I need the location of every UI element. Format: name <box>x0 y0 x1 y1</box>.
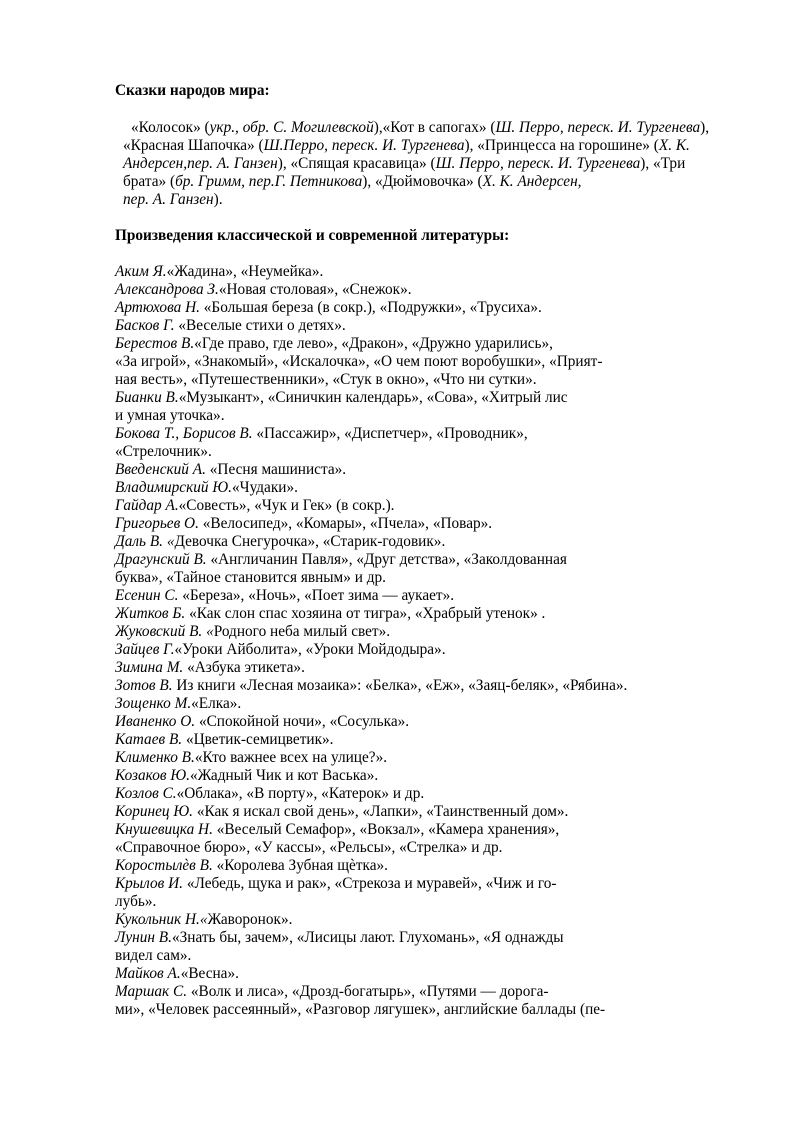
text-segment: «Пассажир», «Диспетчер», «Проводник», <box>252 425 528 442</box>
literature-entry-line <box>115 875 760 893</box>
folk-tales-paragraph <box>115 119 760 209</box>
text-segment: «Справочное бюро», «У кассы», «Рельсы», «Стрелка» и др. <box>115 839 503 856</box>
text-segment: «Музыкант», «Синичкин календарь», «Сова», «Хитрый лис <box>178 389 568 406</box>
text-segment: «Королева Зубная щѐтка». <box>212 857 388 874</box>
italic-text: Коринец Ю. <box>115 803 193 820</box>
text-segment: «Веселый Семафор», «Вокзал», «Камера хранения», <box>212 821 560 838</box>
literature-entry-line <box>115 749 760 767</box>
literature-entry-line <box>115 281 760 299</box>
text-segment: «Где право, где лево», «Дракон», «Дружно ударились», <box>194 335 554 352</box>
text-segment: ), <box>700 119 710 136</box>
literature-entry-line <box>115 533 760 551</box>
text-segment: «Береза», «Ночь», «Поет зима — аукает». <box>178 587 455 604</box>
italic-text: Бокова Т., Борисов В. <box>115 425 253 442</box>
text-segment: «Кто важнее всех на улице?». <box>194 749 388 766</box>
literature-entry-line <box>115 389 760 407</box>
italic-text: Х. К. Андерсен, <box>482 173 582 190</box>
italic-text: Владимирский Ю. <box>115 479 232 496</box>
italic-text: Гайдар А. <box>115 497 179 514</box>
italic-text: Бианки В. <box>115 389 179 406</box>
italic-text: Козлов С. <box>115 785 177 802</box>
literature-entry-line <box>115 803 760 821</box>
text-segment: «Англичанин Павля», «Друг детства», «Заколдованная <box>206 551 567 568</box>
italic-text: укр., обр. С. Могилевской <box>209 119 374 136</box>
text-segment: ),«Кот в сапогах» ( <box>373 119 496 136</box>
italic-text: Введенский А. <box>115 461 206 478</box>
literature-entry-line <box>115 605 760 623</box>
italic-text: Козаков Ю. <box>115 767 190 784</box>
italic-text: Григорьев О. <box>115 515 199 532</box>
text-segment: «Чудаки». <box>231 479 298 496</box>
literature-entry-line <box>115 857 760 875</box>
text-segment: Девочка Снегурочка», «Старик-годовик». <box>174 533 446 550</box>
italic-text: Берестов В. <box>115 335 195 352</box>
italic-text: Катаев В. <box>115 731 183 748</box>
italic-text: Ш. Перро, переск. И. Тургенева <box>435 155 641 172</box>
text-segment: «Волк и лиса», «Дрозд-богатырь», «Путями — дорога- <box>187 983 549 1000</box>
text-segment: брата» ( <box>123 173 176 190</box>
text-segment: «Весна». <box>180 965 239 982</box>
text-segment: «Веселые стихи о детях». <box>174 317 346 334</box>
literature-entry-line <box>115 587 760 605</box>
italic-text: Х. К. <box>658 137 690 154</box>
folk-tales-heading: Сказки народов мира: <box>115 82 270 99</box>
italic-text: Даль В. « <box>115 533 175 550</box>
literature-entry-line <box>115 821 760 839</box>
text-segment: ). <box>213 191 223 208</box>
literature-entry-line <box>115 1001 760 1019</box>
literature-entry-line <box>115 335 760 353</box>
text-segment: Родного неба милый свет». <box>213 623 391 640</box>
italic-text: Лунин В. <box>115 929 172 946</box>
text-segment: ), «Принцесса на горошине» ( <box>464 137 659 154</box>
literature-entry-line <box>115 479 760 497</box>
literature-entry-line <box>115 317 760 335</box>
italic-text: Крылов И. <box>115 875 184 892</box>
text-segment: «Спокойной ночи», «Сосулька». <box>195 713 410 730</box>
text-segment: «Песня машиниста». <box>205 461 347 478</box>
italic-text: Житков Б. <box>115 605 186 622</box>
literature-entry-line <box>115 911 760 929</box>
literature-list <box>115 263 760 1019</box>
text-segment: лубь». <box>115 893 157 910</box>
literature-entry-line <box>115 407 760 425</box>
text-segment: ная весть», «Путешественники», «Стук в окно», «Что ни сутки». <box>115 371 537 388</box>
literature-entry-line <box>115 299 760 317</box>
italic-text: Ш.Перро, переск. И. Тургенева <box>263 137 465 154</box>
text-segment: «Облака», «В порту», «Катерок» и др. <box>176 785 425 802</box>
italic-text: Артюхова Н. <box>115 299 200 316</box>
literature-entry-line <box>115 551 760 569</box>
text-segment: «Цветик-семицветик». <box>182 731 334 748</box>
italic-text: Коростылѐв В. <box>115 857 213 874</box>
text-segment: «Велосипед», «Комары», «Пчела», «Повар». <box>198 515 493 532</box>
italic-text: Жуковский В. « <box>115 623 214 640</box>
text-segment: Из книги «Лесная мозаика»: «Белка», «Еж», «Заяц-беляк», «Рябина». <box>172 677 628 694</box>
literature-entry-line <box>115 965 760 983</box>
literature-entry-line <box>115 947 760 965</box>
literature-entry-line <box>115 677 760 695</box>
folk-tales-line <box>115 191 760 209</box>
text-segment: «За игрой», «Знакомый», «Искалочка», «О чем поют воробушки», «Прият- <box>115 353 603 370</box>
text-segment: ), «Три <box>640 155 686 172</box>
italic-text: пер. А. Ганзен <box>123 191 214 208</box>
text-segment: «Колосок» ( <box>131 119 210 136</box>
italic-text: Зотов В. <box>115 677 173 694</box>
literature-entry-line <box>115 929 760 947</box>
literature-entry-line <box>115 353 760 371</box>
italic-text: Майков А. <box>115 965 181 982</box>
text-segment: «Красная Шапочка» ( <box>123 137 264 154</box>
literature-entry-line <box>115 641 760 659</box>
text-segment: «Как слон спас хозяина от тигра», «Храбрый утенок» . <box>185 605 546 622</box>
italic-text: Зощенко М. <box>115 695 192 712</box>
text-segment: и умная уточка». <box>115 407 225 424</box>
text-segment: «Елка». <box>191 695 242 712</box>
literature-entry-line <box>115 785 760 803</box>
text-segment: «Стрелочник». <box>115 443 212 460</box>
italic-text: Андерсен,пер. А. Ганзен <box>123 155 278 172</box>
literature-entry-line <box>115 371 760 389</box>
text-segment: «Совесть», «Чук и Гек» (в сокр.). <box>178 497 395 514</box>
italic-text: Александрова З. <box>115 281 219 298</box>
italic-text: Драгунский В. <box>115 551 207 568</box>
italic-text: Ш. Перро, переск. И. Тургенева <box>495 119 701 136</box>
literature-entry-line <box>115 443 760 461</box>
italic-text: Аким Я. <box>115 263 167 280</box>
text-segment: ми», «Человек рассеянный», «Разговор лягушек», английские баллады (пе- <box>115 1001 606 1018</box>
literature-entry-line <box>115 263 760 281</box>
text-segment: буква», «Тайное становится явным» и др. <box>115 569 386 586</box>
text-segment: «Жадина», «Неумейка». <box>166 263 324 280</box>
text-segment: «Жадный Чик и кот Васька». <box>189 767 379 784</box>
text-segment: «Как я искал свой день», «Лапки», «Таинственный дом». <box>193 803 569 820</box>
italic-text: Маршак С. <box>115 983 188 1000</box>
text-segment: «Лебедь, щука и рак», «Стрекоза и муравей», «Чиж и го- <box>183 875 557 892</box>
text-segment: «Азбука этикета». <box>183 659 305 676</box>
literature-entry-line <box>115 839 760 857</box>
literature-entry-line <box>115 731 760 749</box>
text-segment: Жаворонок». <box>207 911 293 928</box>
italic-text: Есенин С. <box>115 587 179 604</box>
italic-text: Иваненко О. <box>115 713 196 730</box>
italic-text: Басков Г. <box>115 317 175 334</box>
italic-text: бр. Гримм, пер.Г. Петникова <box>175 173 363 190</box>
italic-text: Кнушевицка Н. <box>115 821 213 838</box>
folk-tales-line <box>115 155 760 173</box>
literature-entry-line <box>115 659 760 677</box>
text-segment: ), «Дюймовочка» ( <box>362 173 483 190</box>
folk-tales-line <box>115 137 760 155</box>
literature-entry-line <box>115 497 760 515</box>
text-segment: ), «Спящая красавица» ( <box>277 155 436 172</box>
text-segment: «Новая столовая», «Снежок». <box>218 281 412 298</box>
literature-entry-line <box>115 983 760 1001</box>
literature-entry-line <box>115 695 760 713</box>
italic-text: Кукольник Н.« <box>115 911 208 928</box>
literature-entry-line <box>115 713 760 731</box>
literature-entry-line <box>115 425 760 443</box>
literature-entry-line <box>115 569 760 587</box>
literature-entry-line <box>115 515 760 533</box>
folk-tales-line <box>115 119 760 137</box>
literature-entry-line <box>115 767 760 785</box>
text-segment: «Большая береза (в сокр.), «Подружки», «Трусиха». <box>199 299 542 316</box>
literature-heading: Произведения классической и современной литературы: <box>115 227 510 244</box>
italic-text: Клименко В. <box>115 749 195 766</box>
folk-tales-line <box>115 173 760 191</box>
text-segment: «Знать бы, зачем», «Лисицы лают. Глухомань», «Я однажды <box>171 929 564 946</box>
literature-entry-line <box>115 893 760 911</box>
literature-entry-line <box>115 623 760 641</box>
text-segment: «Уроки Айболита», «Уроки Мойдодыра». <box>174 641 446 658</box>
italic-text: Зимина М. <box>115 659 184 676</box>
text-segment: видел сам». <box>115 947 192 964</box>
literature-entry-line <box>115 461 760 479</box>
italic-text: Зайцев Г. <box>115 641 175 658</box>
